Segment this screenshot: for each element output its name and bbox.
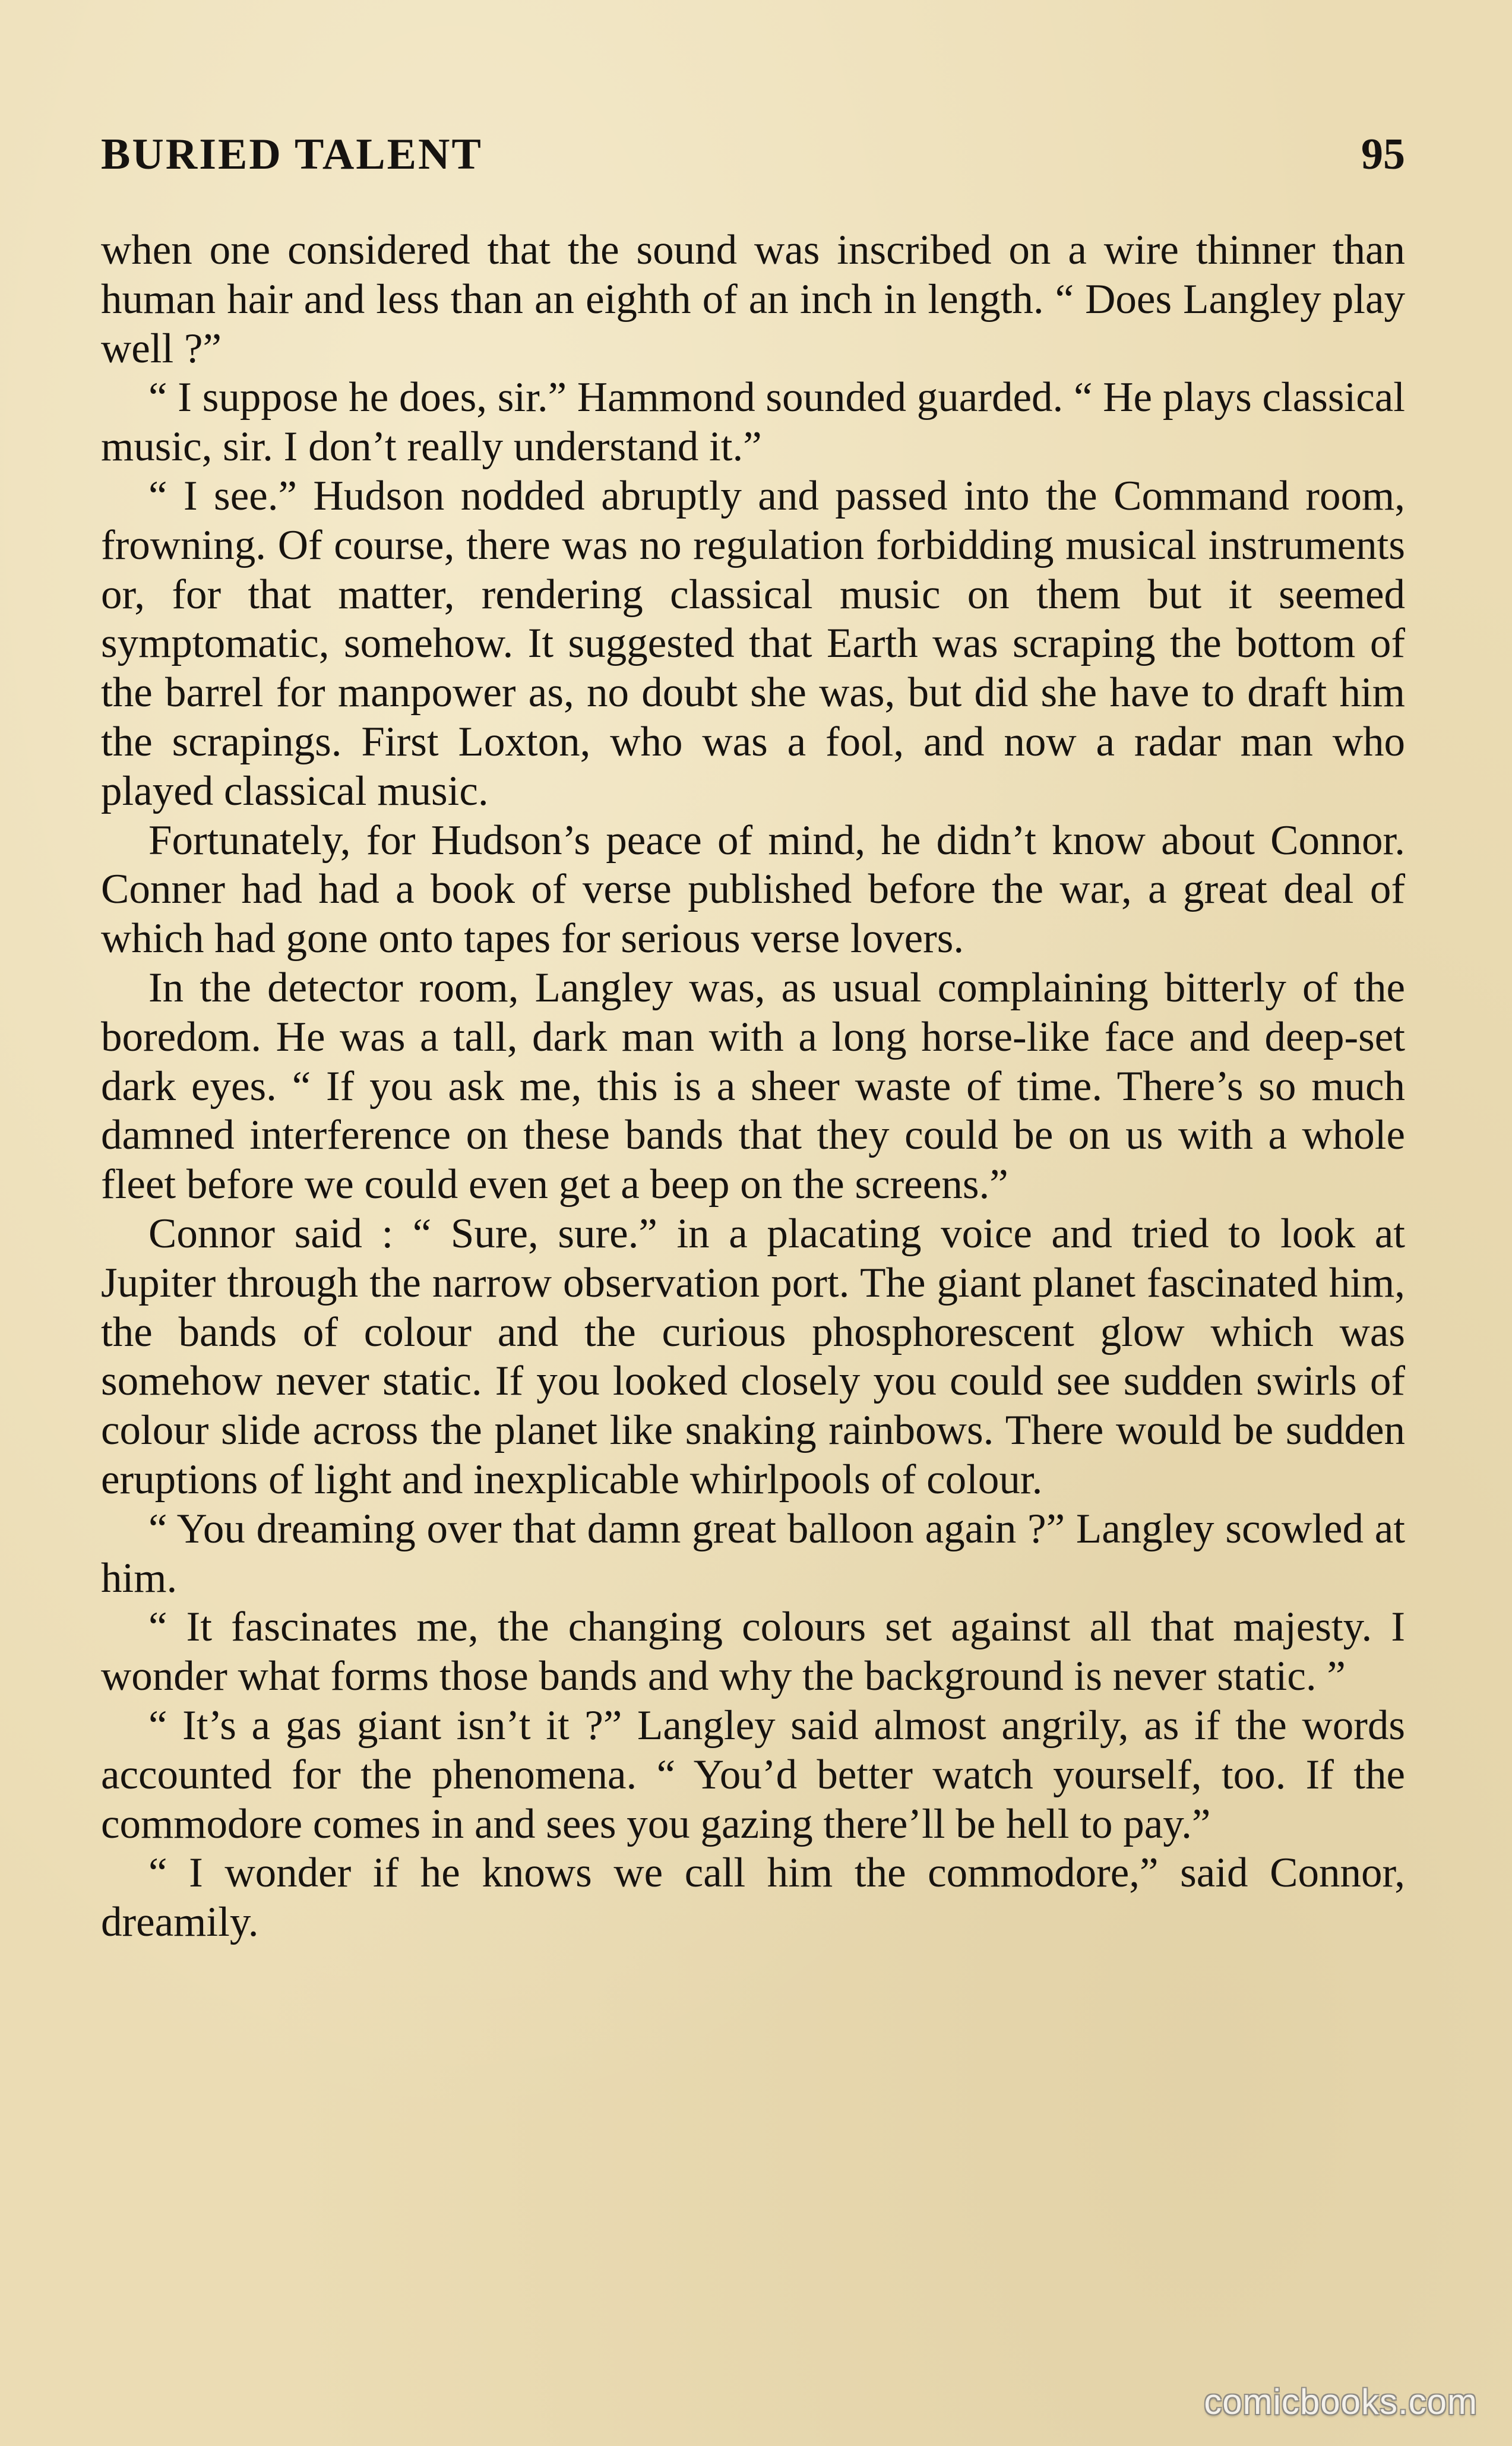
paragraph: In the detector room, Langley was, as usual complaining bitterly of the boredom. He was a tall, dark man with a long horse-like face and deep-set dark eyes. “ If you ask me, this is a sheer waste of time. There’s so much damned interference on these bands that they could be on us with a whole fleet before we could even get a beep on the screens.” xyxy=(101,964,1405,1208)
paragraph: “ I wonder if he knows we call him the commodore,” said Connor, dreamily. xyxy=(101,1850,1405,1946)
paragraph: when one considered that the sound was inscribed on a wire thinner than human hair and less than an eighth of an inch in length. “ Does Langley play well ?” xyxy=(101,227,1405,372)
paragraph: Connor said : “ Sure, sure.” in a placating voice and tried to look at Jupiter through the narrow observation port. The giant planet fascinated him, the bands of colour and the curious phosphorescent glow which was somehow never static. If you looked closely you could see sudden swirls of colour slide across the planet like snaking rainbows. There would be sudden eruptions of light and inexplicable whirlpools of colour. xyxy=(101,1210,1405,1503)
running-title: BURIED TALENT xyxy=(101,130,483,179)
page-number: 95 xyxy=(1361,130,1405,179)
body-text xyxy=(101,226,1405,1947)
paragraph: “ I suppose he does, sir.” Hammond sounded guarded. “ He plays classical music, sir. I don’t really understand it.” xyxy=(101,374,1405,470)
paragraph: “ You dreaming over that damn great balloon again ?” Langley scowled at him. xyxy=(101,1505,1405,1601)
watermark: comicbooks.com xyxy=(1204,2382,1478,2422)
paragraph: Fortunately, for Hudson’s peace of mind, he didn’t know about Connor. Conner had had a book of verse published before the war, a great deal of which had gone onto tapes for serious verse lovers. xyxy=(101,817,1405,962)
paragraph: “ It’s a gas giant isn’t it ?” Langley said almost angrily, as if the words accounted for the phenomena. “ You’d better watch yourself, too. If the commodore comes in and sees you gazing there’ll be hell to pay.” xyxy=(101,1702,1405,1847)
page-header xyxy=(101,129,1405,195)
paragraph: “ It fascinates me, the changing colours set against all that majesty. I wonder what forms those bands and why the background is never static. ” xyxy=(101,1604,1405,1700)
paragraph: “ I see.” Hudson nodded abruptly and passed into the Command room, frowning. Of course, there was no regulation forbidding musical instruments or, for that matter, rendering classical music on them but it seemed symptomatic, somehow. It suggested that Earth was scraping the bottom of the barrel for manpower as, no doubt she was, but did she have to draft him the scrapings. First Loxton, who was a fool, and now a radar man who played classical music. xyxy=(101,472,1405,814)
